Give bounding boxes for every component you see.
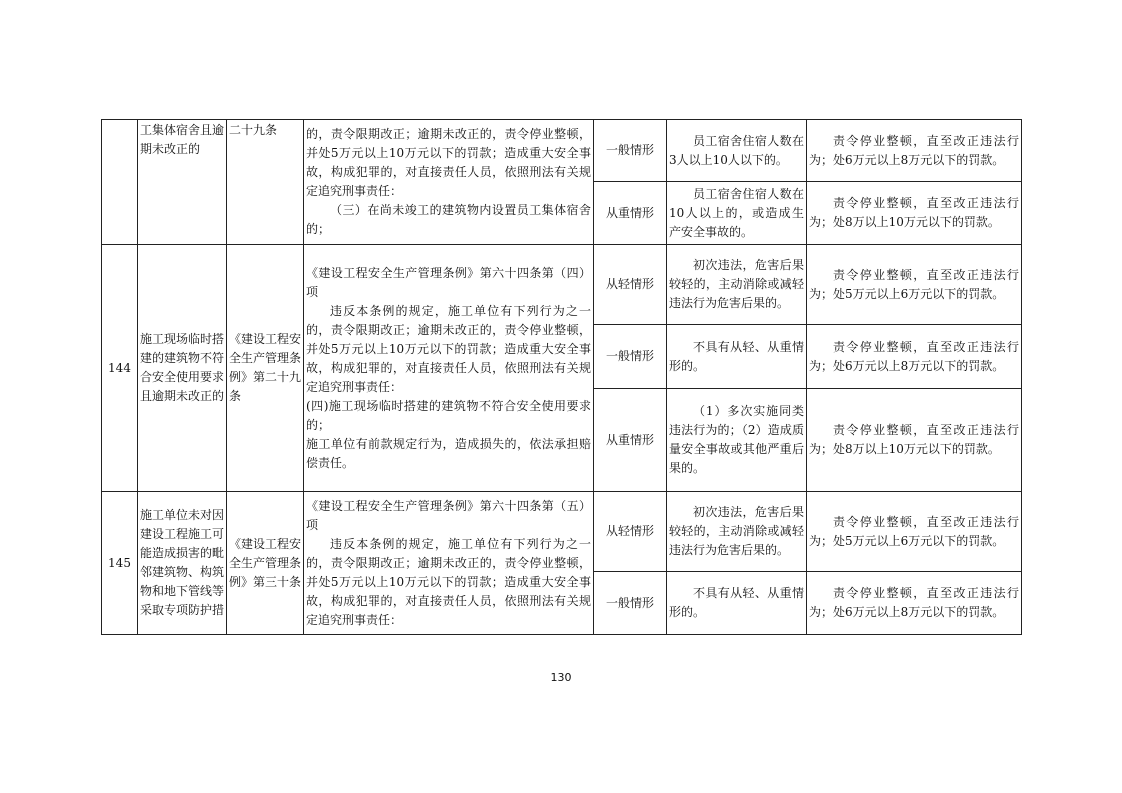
penalty-range: 责令停业整顿，直至改正违法行为；处6万元以上8万元以下的罚款。 xyxy=(807,572,1022,635)
discretion-standard: 不具有从轻、从重情形的。 xyxy=(667,325,807,389)
discretion-standard: 初次违法，危害后果较轻的，主动消除或减轻违法行为危害后果的。 xyxy=(667,245,807,325)
circumstance: 一般情形 xyxy=(594,325,667,389)
circumstance: 从重情形 xyxy=(594,389,667,492)
legal-basis: 二十九条 xyxy=(227,120,304,245)
provision-paragraph: 《建设工程安全生产管理条例》第六十四条第（四）项 xyxy=(306,265,591,299)
legal-basis: 《建设工程安全生产管理条例》第三十条 xyxy=(227,492,304,635)
penalty-range: 责令停业整顿，直至改正违法行为；处6万元以上8万元以下的罚款。 xyxy=(807,325,1022,389)
violation-name: 工集体宿舍且逾期未改正的 xyxy=(138,120,227,245)
table-row xyxy=(102,492,1022,572)
provision-paragraph: 违反本条例的规定，施工单位有下列行为之一的，责令限期改正；逾期未改正的，责令停业整顿，并处5万元以上10万元以下的罚款；造成重大安全事故，构成犯罪的，对直接责任人员，依照刑法有关规定追究刑事责任： xyxy=(306,536,591,627)
penalty-provision xyxy=(304,120,594,245)
penalty-discretion-table xyxy=(101,119,1022,635)
penalty-provision xyxy=(304,492,594,635)
provision-paragraph: （三）在尚未竣工的建筑物内设置员工集体宿舍的； xyxy=(306,203,591,236)
provision-paragraph: 《建设工程安全生产管理条例》第六十四条第（五）项 xyxy=(306,498,591,532)
penalty-range: 责令停业整顿，直至改正违法行为；处8万以上10万元以下的罚款。 xyxy=(807,389,1022,492)
discretion-standard: 员工宿舍住宿人数在10人以上的，或造成生产安全事故的。 xyxy=(667,182,807,245)
discretion-standard: 员工宿舍住宿人数在3人以上10人以下的。 xyxy=(667,120,807,182)
circumstance: 一般情形 xyxy=(594,120,667,182)
violation-name: 施工单位未对因建设工程施工可能造成损害的毗邻建筑物、构筑物和地下管线等采取专项防护措 xyxy=(138,492,227,635)
penalty-range: 责令停业整顿，直至改正违法行为；处5万元以上6万元以下的罚款。 xyxy=(807,492,1022,572)
page-number: 130 xyxy=(550,671,572,684)
provision-paragraph: 的，责令限期改正；逾期未改正的，责令停业整顿，并处5万元以上10万元以下的罚款；造成重大安全事故，构成犯罪的，对直接责任人员，依照刑法有关规定追究刑事责任： xyxy=(306,127,591,198)
item-number: 145 xyxy=(102,492,138,635)
item-number xyxy=(102,120,138,245)
penalty-range: 责令停业整顿，直至改正违法行为；处5万元以上6万元以下的罚款。 xyxy=(807,245,1022,325)
table-row xyxy=(102,120,1022,182)
penalty-provision xyxy=(304,245,594,492)
provision-paragraph: 违反本条例的规定，施工单位有下列行为之一的，责令限期改正；逾期未改正的，责令停业整顿，并处5万元以上10万元以下的罚款；造成重大安全事故，构成犯罪的，对直接责任人员，依照刑法有关规定追究刑事责任： xyxy=(306,303,591,394)
penalty-range: 责令停业整顿，直至改正违法行为；处8万以上10万元以下的罚款。 xyxy=(807,182,1022,245)
violation-name: 施工现场临时搭建的建筑物不符合安全使用要求且逾期未改正的 xyxy=(138,245,227,492)
circumstance: 从重情形 xyxy=(594,182,667,245)
discretion-standard: 初次违法，危害后果较轻的，主动消除或减轻违法行为危害后果的。 xyxy=(667,492,807,572)
provision-paragraph: 施工单位有前款规定行为，造成损失的，依法承担赔偿责任。 xyxy=(306,436,591,470)
circumstance: 一般情形 xyxy=(594,572,667,635)
legal-basis: 《建设工程安全生产管理条例》第二十九条 xyxy=(227,245,304,492)
circumstance: 从轻情形 xyxy=(594,492,667,572)
discretion-standard: （1）多次实施同类违法行为的；（2）造成质量安全事故或其他严重后果的。 xyxy=(667,389,807,492)
penalty-range: 责令停业整顿，直至改正违法行为；处6万元以上8万元以下的罚款。 xyxy=(807,120,1022,182)
circumstance: 从轻情形 xyxy=(594,245,667,325)
item-number: 144 xyxy=(102,245,138,492)
table-row xyxy=(102,245,1022,325)
discretion-standard: 不具有从轻、从重情形的。 xyxy=(667,572,807,635)
provision-paragraph: (四)施工现场临时搭建的建筑物不符合安全使用要求的； xyxy=(306,398,591,432)
